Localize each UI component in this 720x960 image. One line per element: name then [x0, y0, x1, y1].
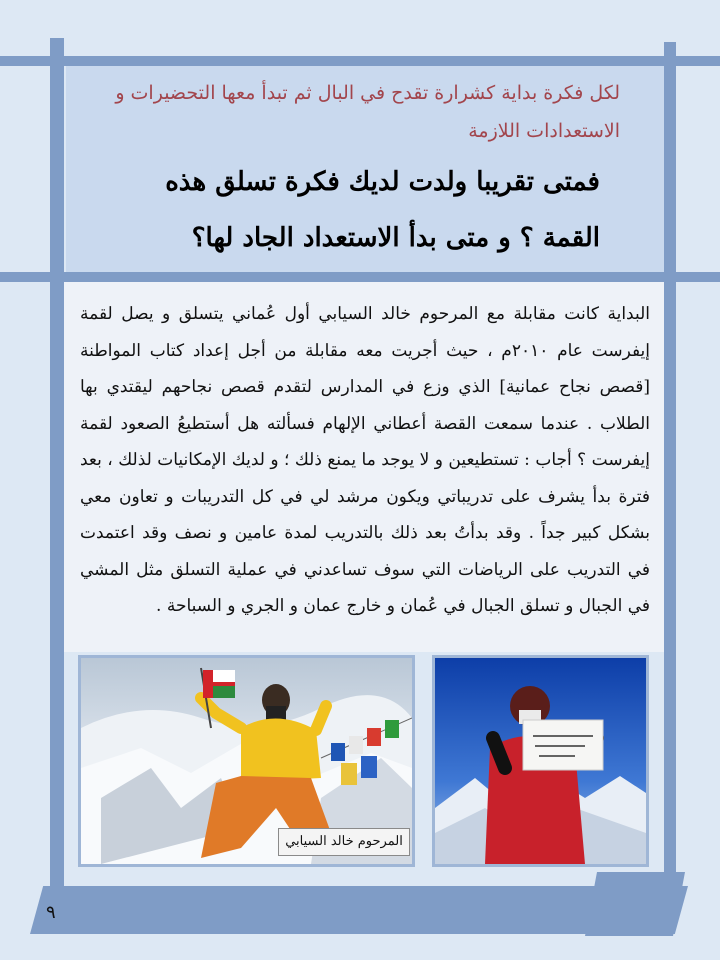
photo-summit-sign — [432, 655, 649, 867]
footer-band — [30, 886, 688, 934]
intro-text: لكل فكرة بداية كشرارة تقدح في البال ثم تبدأ معها التحضيرات و الاستعدادات اللازمة — [115, 82, 620, 142]
question-heading: فمتى تقريبا ولدت لديك فكرة تسلق هذه القمة ؟ و متى بدأ الاستعداد الجاد لها؟ — [165, 167, 600, 253]
right-band — [664, 42, 676, 877]
photo-caption: المرحوم خالد السيابي — [278, 828, 410, 856]
body-paragraph: البداية كانت مقابلة مع المرحوم خالد السيابي أول عُماني يتسلق و يصل لقمة إيفرست عام ٢٠١٠م ، حيث أجريت معه مقابلة من أجل إعداد كتاب المواطنة [قصص نجاح عمانية] الذي وزع في المدارس لتقدم قصص نجاحهم ليقتدي بها الطلاب . عندما سمعت القصة أعطاني الإلهام فسألته هل أستطيعُ الصعود لقمة إيفرست ؟ أجاب : تستطيعين و لا يوجد ما يمنع ذلك ؛ و لديك الإمكانيات لذلك ، بعد فترة بدأ يشرف على تدريباتي ويكون مرشد لي في كل التدريبات و تعاون معي بشكل كبير جداً . وقد بدأتُ بعد ذلك بالتدريب لمدة عامين و نصف وقد اعتمدت في التدريب على الرياضات التي سوف تساعدني في عملية التسلق مثل المشي في الجبال و تسلق الجبال في عُمان و خارج عمان و الجري و السباحة . — [80, 304, 650, 616]
left-band — [50, 38, 64, 893]
frame-line-top — [62, 64, 666, 66]
page-number: ٩ — [46, 902, 56, 923]
frame-line-bottom — [62, 276, 666, 278]
